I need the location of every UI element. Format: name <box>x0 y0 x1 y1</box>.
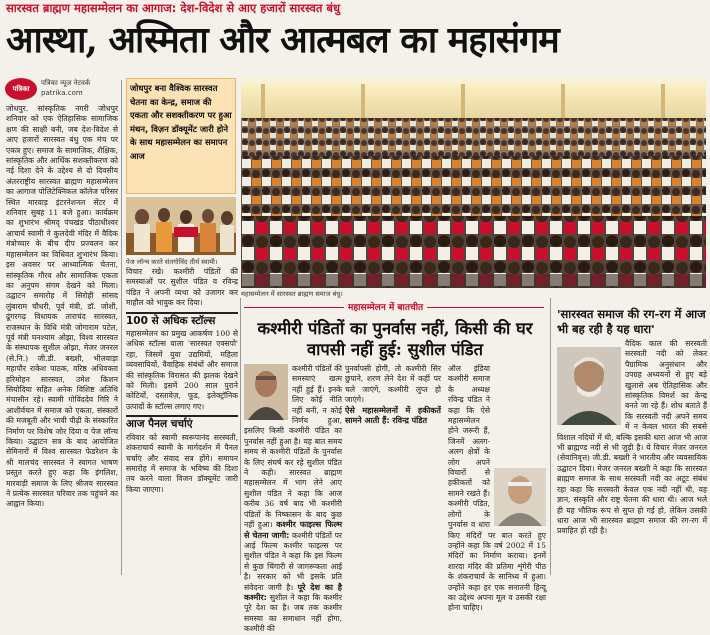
launch-photo-illustration <box>126 197 236 255</box>
byline-site: patrika.com <box>41 89 83 97</box>
interview-tag <box>244 301 544 315</box>
panel-text: रविवार को स्वामी स्वरूपानंद सरस्वती, शंकराचार्य स्वामी के मार्गदर्शन में पैनल चर्चाएं और संवाद सत्र होंगे। समापन समारोह में समाज के भविष्य की दिशा तय करने वाला विजन डॉक्यूमेंट जारी किया जाएगा। <box>126 432 238 494</box>
saraswati-headline: 'सारस्वत समाज की रग-रग में आज भी बह रही है यह धारा' <box>557 307 706 336</box>
launch-photo-caption: पेज लॉन्च करते संतगोविंद तीर्थ स्वामी। <box>126 258 218 266</box>
ravindra-pandit-portrait <box>494 468 546 526</box>
crowd-photo-caption: महासम्मेलन में सारस्वत ब्राह्मण समाज बंधु। <box>241 290 343 298</box>
patrika-logo: पत्रिका <box>5 78 37 100</box>
byline-network: पत्रिका न्यूज नेटवर्क <box>41 79 91 87</box>
stalls-text: महासम्मेलन का प्रमुख आकर्षण 100 से अधिक स्टॉल्स वाला 'सारस्वत एक्सपो' रहा, जिसमें युवा उद्यमियों, महिला व्यवसायियों, वैवाहिक संबंधों और समाज की सांस्कृतिक विरासत की झलक देखने को मिली। इसमें 200 साल पुराने कोटियों, दस्तावेज़, फूड, इलेक्ट्रॉनिक उत्पादों के स्टॉल्स लगाए गए। <box>126 329 238 411</box>
launch-photo <box>126 197 236 255</box>
headline: आस्था, अस्मिता और आत्मबल का महासंगम <box>6 19 559 61</box>
kashmir-column-2 <box>345 364 441 574</box>
kashmir-column-3 <box>448 364 546 613</box>
portrait-illustration <box>557 347 621 425</box>
mid-intro-text: विचार रखे। कश्मीरी पंडितों की समस्याओं पर सुशील पंडित व रविन्द्र पंडित ने अपनी व्यथा को उजागर कर माहौल को भावुक कर दिया। <box>126 267 238 308</box>
kicker: सारस्वत ब्राह्मण महासम्मेलन का आगाज: देश-विदेश से आए हजारों सारस्वत बंधु <box>6 1 341 15</box>
highlight-box: जोधपुर बना वैश्विक सारस्वत चेतना का केन्द्र, समाज की एकता और सशक्तीकरण पर हुआ मंथन, विज़न डॉक्यूमेंट जारी होने के साथ महासम्मेलन का समापन आज <box>126 78 236 194</box>
crowd-photo <box>241 78 706 288</box>
gd-bakshi-portrait <box>557 347 621 425</box>
kashmir-col2-subhead: ऐसे महासम्मेलनों में हकीकतें सामने आती हैं: रविन्द्र पंडित <box>345 405 441 426</box>
kashmir-col1-subhead: कश्मीर फाइल्स फिल्म से चेतना जागी: <box>244 520 342 540</box>
kashmir-col1-subtext: कश्मीरी पंडितों पर आई फिल्म कश्मीर फाइल्स पर सुशील पंडित ने कहा कि इस फिल्म से कुछ चिंगारी से जागरूकता आई है। सरकार को भी इसके प्रति संवेदना जागी है। <box>244 530 342 592</box>
kashmir-column-1 <box>244 364 342 634</box>
portrait-illustration <box>494 468 546 526</box>
kashmir-col2-text: पुनर्वापसी होगी, तो कश्मीरी सिर छुपाने, शरण लेने देश में कहीं पर चले जाएंगे, कश्मीरी लुप्त हो जाएंगे। <box>345 364 441 405</box>
column-divider <box>121 80 122 575</box>
kashmir-col3-text: ऑल इंडिया कश्मीरी समाज के अध्यक्ष रविन्द्र पंडित ने कहा कि ऐसे महासम्मेलन होने जरूरी हैं, जिनमें अलग-अलग क्षेत्रों के लोग अपने विचारों से हकीकतों को सामने रखते हैं। कश्मीरी पंडित, लोगों के पुनर्वास व धारा किए मंदिरों पर बात करते हुए उन्होंने कहा कि वर्ष 2002 में 15 मंदिरों का निर्माण कराया। इनमें शारदा मंदिर की प्रतिमा शृंगेरी पीठ के शंकराचार्य के सानिध्य में हुआ। उन्होंने कहा हर एक सनातनी हिन्दू का उद्देश्य अपना मूल व उसकी रक्षा होना चाहिए। <box>448 364 546 613</box>
crowd-photo-illustration <box>241 78 706 288</box>
column-divider <box>240 298 241 575</box>
middle-column <box>126 267 238 575</box>
tag-label: महासम्मेलन में बातचीत <box>344 301 427 315</box>
stalls-subhead: 100 से अधिक स्टॉल्स <box>126 312 238 326</box>
saraswati-text: वैदिक काल की सरस्वती सरस्वती नदी को लेकर पैग्रामिक अनुसंधान और उपग्रह अध्ययनों से हुए बड़े खुलासे अब ऐतिहासिक और सांस्कृतिक विमर्श का केन्द्र बनते जा रहे हैं। शोध बताते हैं कि सरस्वती नदी अपने समय में न केवल भारत की सबसे विशाल नदियों में थी, बल्कि इसकी धारा आज भी आज भी ब्राह्मण्ड नदी से भी जुड़ी है। ये विचार मेजर जनरल (सेवानिवृत्त) जी.डी. बख्शी ने भारतीय और व्यवसायिक उद्घाटन दिया। मेजर जनरल बख्शी ने कहा कि सारस्वत ब्राह्मण समाज के साथ सरस्वती नदी का अटूट संबंध रहा कहा कि सरस्वती केवल एक नदी नहीं थी, यह ज्ञान, संस्कृति और राष्ट्र चेतना की धारा थी। आज भले ही यह भौतिक रूप से सुप्त हो गई हो, लेकिन उसकी धारा आज भी सारस्वत ब्राह्मण समाज की रग-रग में प्रवाहित हो रही है। <box>557 339 707 536</box>
kashmir-col1-subhead-2: पूरे देश का है कश्मीर: <box>244 582 342 602</box>
kashmir-headline: कश्मीरी पंडितों का पुनर्वास नहीं, किसी की घर वापसी नहीं हुई: सुशील पंडित <box>257 319 533 359</box>
lead-article-text: जोधपुर. सांस्कृतिक नगरी जोधपुर शनिवार को एक ऐतिहासिक सामाजिक क्षण की साक्षी बनी, जब देश-विदेश से आए हजारों सारस्वत बंधु एक मंच पर एकत्र हुए। समाज के सामाजिक, शैक्षिक, सांस्कृतिक और आर्थिक सशक्तीकरण को नई दिशा देने के उद्देश्य से दो दिवसीय अंतरराष्ट्रीय सारस्वत ब्राह्मण महासम्मेलन का आगाज पोलिटेक्निकल कॉलेज परिसर स्थित मारवाड़ इंटरनेशनल सेंटर में शनिवार सुबह 11 बजे हुआ। कार्यक्रम का शुभारंभ श्रीमद् पंचखंड पीठाधीश्वर आचार्य स्वामी ने कुलदेवी मंदिर में वैदिक मंत्रोच्चार के बीच दीप प्रज्वलन कर महासम्मेलन का विधिवत शुभारंभ किया। इस अवसर पर आध्यात्मिक चेतना, सांस्कृतिक गौरव और सामाजिक एकता का अनुपम संगम देखने को मिला। उद्घाटन समारोह में सिरोही सांसद लुंबाराम चौधरी, पूर्व मंत्री, डॉ. जोशी, ढूंगरगढ़ विधायक ताराचंद सारस्वत, राजस्थान के विधि मंत्री जोगाराम पटेल, पूर्व मंत्री घनश्याम ओझा, विश्व सारस्वत के संस्थापक सुशील ओझा, मेजर जनरल (से.नि.) जी.डी. बख्शी, भीलवाड़ा महापौर राकेश पाठक, वरिष्ठ अधिवक्ता हरिमोहन सारस्वत, उमेश किशन सियोदिया सहित अनेक विशिष्ट अतिथि मंचासीन रहे। स्वामी गोविंददेव गिरि ने आशीर्वचन में समाज को एकता, संस्कारों की मजबूती और भावी पीढ़ी के संस्कारित निर्माण पर विशेष जोर दिया व पेज लॉन्च किया। उद्घाटन सत्र के बाद आयोजित सेमिनारों में विश्व सारस्वत फेडरेशन के श्री मालचंद सारस्वत ने स्वागत भाषण प्रस्तुत करते हुए कहा कि इंगलिश, मारवाड़ी समाज के लिए श्रीजय सारस्वत ने प्रत्येक सारस्वत परिवार तक पहुंचने का आह्वान किया। <box>6 104 118 509</box>
byline <box>5 78 117 100</box>
column-divider <box>550 298 551 575</box>
panel-subhead: आज पैनल चर्चाएं <box>126 415 238 429</box>
portrait-illustration <box>244 364 288 420</box>
kashmir-col1-text: कश्मीरी पंडितों की समस्याएं खत्म नहीं हुई हैं। इनके लिए कोई नीति नहीं बनी, न कोई निर्णय हुआ, इसलिए किसी कश्मीरी पंडित का पुनर्वास नहीं हुआ है। यह बात समय समय से कश्मीरी पंडितों के पुनर्वास के लिए संघर्ष कर रहे सुशील पंडित ने कही। सारस्वत ब्राह्मण महासम्मेलन में भाग लेने आए सुशील पंडित ने कहा कि आज करीब 36 वर्ष बाद भी कश्मीरी पंडितों के निष्कासन के बाद कुछ नहीं हुआ। <box>244 364 342 530</box>
saraswati-article <box>557 339 707 575</box>
kashmir-col1-subtext-2: सुशील ने कहा कि कश्मीर पूरे देश का है। जब तक कश्मीर समस्या का समाधान नहीं होगा, कश्मीरी की <box>244 592 342 634</box>
sushil-pandit-portrait <box>244 364 288 420</box>
